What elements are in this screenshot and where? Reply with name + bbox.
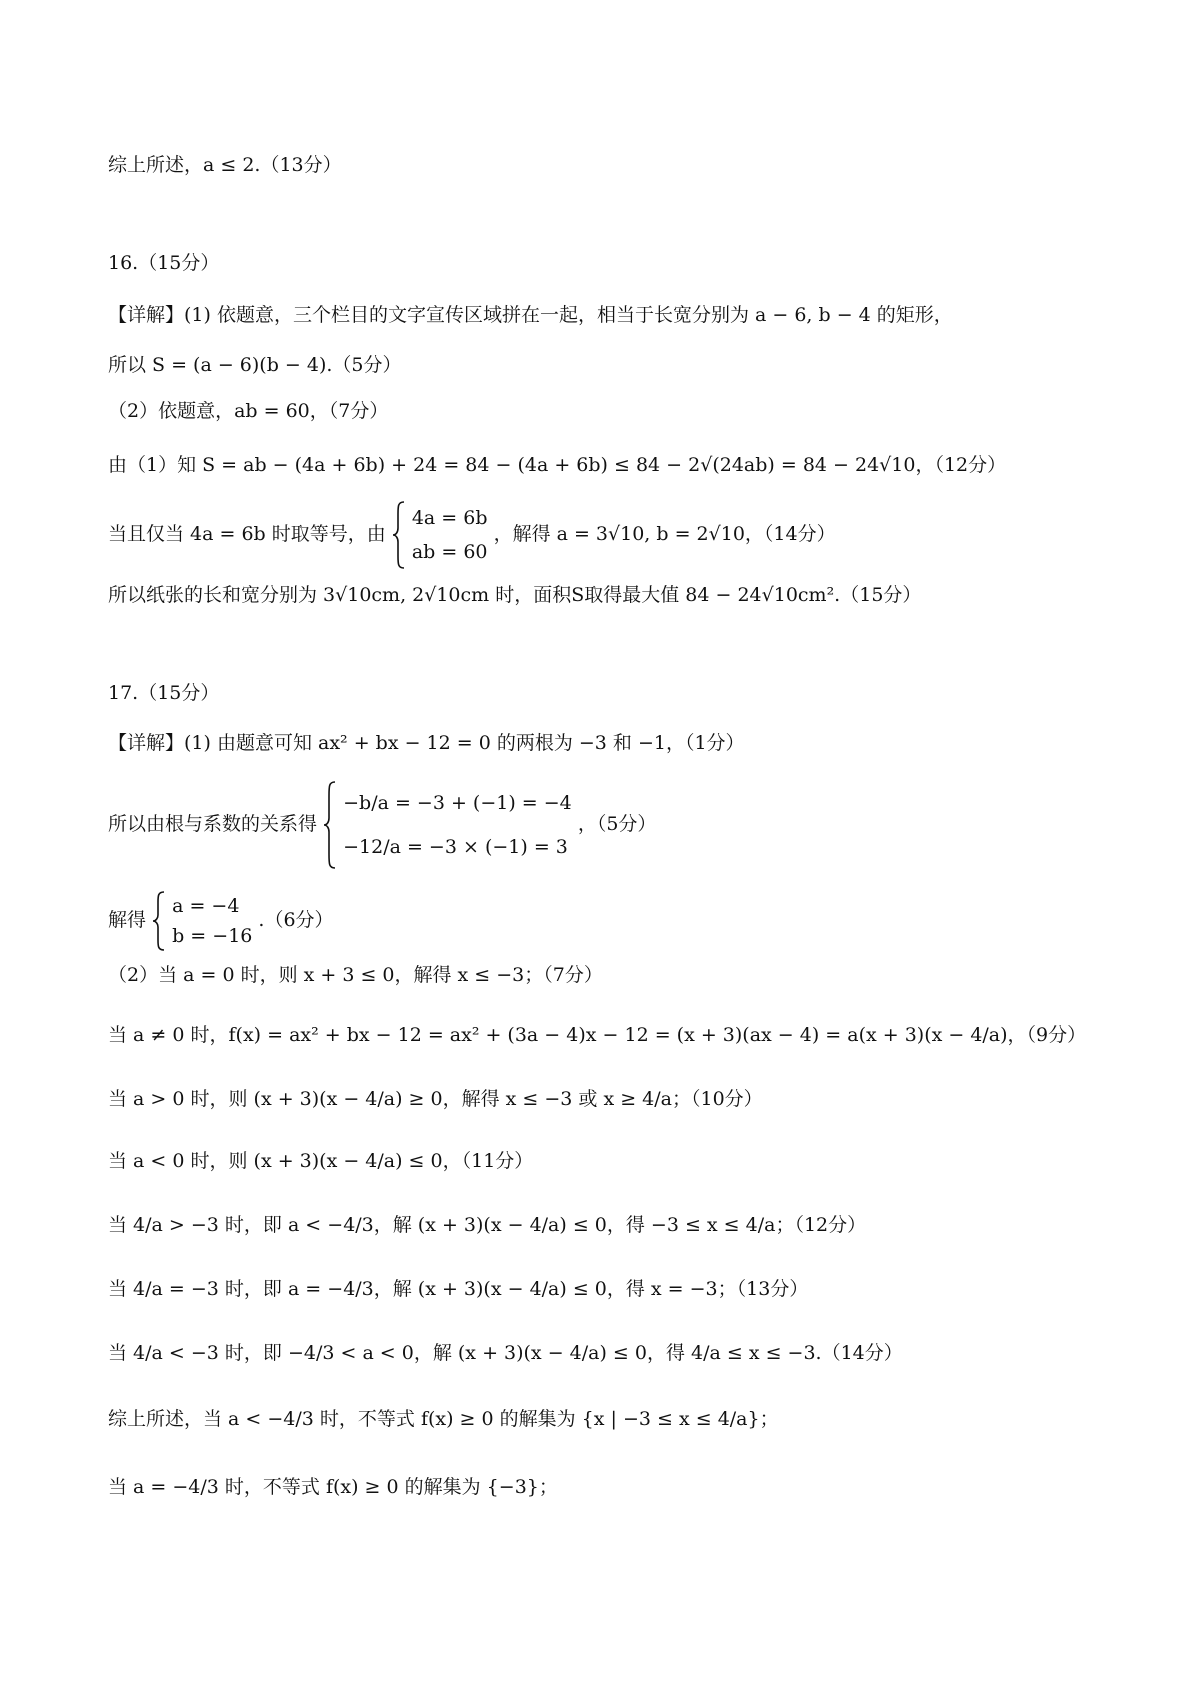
left-brace-icon [392, 500, 406, 570]
system-row: b = −16 [172, 925, 253, 947]
system-row: ab = 60 [411, 541, 488, 563]
left-brace-icon [152, 890, 166, 952]
system-prefix: 当且仅当 4a = 6b 时取等号，由 [108, 523, 386, 545]
system-rows [412, 501, 488, 569]
equation-system-17-vieta [108, 780, 656, 870]
system-suffix: ，（5分） [577, 813, 657, 835]
system-suffix: ，解得 a = 3√10, b = 2√10，（14分） [493, 523, 836, 545]
text-line-17-8: 当 4/a > −3 时，即 a < −4/3，解 (x + 3)(x − 4/a) ≤ 0，得 −3 ≤ x ≤ 4/a；（12分） [108, 1214, 867, 1236]
text-line-16-6: 所以纸张的长和宽分别为 3√10cm, 2√10cm 时，面积S取得最大值 84 − 24√10cm².（15分） [108, 584, 922, 606]
system-rows [343, 781, 572, 869]
text-line-17-4: （2）当 a = 0 时，则 x + 3 ≤ 0，解得 x ≤ −3；（7分） [108, 964, 603, 986]
equation-system-17-solution [108, 890, 334, 952]
text-line-16-3: （2）依题意，ab = 60，（7分） [108, 400, 389, 422]
problem-17-header: 17.（15分） [108, 682, 220, 704]
text-line-16-2: 所以 S = (a − 6)(b − 4).（5分） [108, 354, 402, 376]
text-line-17-1: 【详解】(1) 由题意可知 ax² + bx − 12 = 0 的两根为 −3 和 −1，（1分） [108, 732, 745, 754]
left-brace-icon [323, 780, 337, 870]
text-line-17-7: 当 a < 0 时，则 (x + 3)(x − 4/a) ≤ 0，（11分） [108, 1150, 534, 1172]
text-line-17-11: 综上所述，当 a < −4/3 时，不等式 f(x) ≥ 0 的解集为 {x | −3 ≤ x ≤ 4/a}； [108, 1408, 779, 1430]
text-line-summary-15: 综上所述，a ≤ 2.（13分） [108, 154, 342, 176]
system-prefix: 所以由根与系数的关系得 [108, 813, 318, 835]
text-line-17-6: 当 a > 0 时，则 (x + 3)(x − 4/a) ≥ 0，解得 x ≤ −3 或 x ≥ 4/a；（10分） [108, 1088, 763, 1110]
system-rows [172, 891, 252, 951]
system-row: −b/a = −3 + (−1) = −4 [343, 792, 572, 814]
system-prefix: 解得 [108, 909, 147, 931]
text-line-17-9: 当 4/a = −3 时，即 a = −4/3，解 (x + 3)(x − 4/a) ≤ 0，得 x = −3；（13分） [108, 1278, 809, 1300]
text-line-17-10: 当 4/a < −3 时，即 −4/3 < a < 0，解 (x + 3)(x − 4/a) ≤ 0，得 4/a ≤ x ≤ −3.（14分） [108, 1342, 903, 1364]
text-line-16-4: 由（1）知 S = ab − (4a + 6b) + 24 = 84 − (4a + 6b) ≤ 84 − 2√(24ab) = 84 − 24√10，（12分） [108, 454, 1007, 476]
text-line-17-12: 当 a = −4/3 时，不等式 f(x) ≥ 0 的解集为 {−3}； [108, 1476, 558, 1498]
system-suffix: .（6分） [258, 909, 334, 931]
system-row: 4a = 6b [411, 507, 488, 529]
text-line-16-1: 【详解】(1) 依题意，三个栏目的文字宣传区域拼在一起，相当于长宽分别为 a − 6, b − 4 的矩形， [108, 304, 953, 326]
system-row: a = −4 [172, 895, 240, 917]
equation-system-16 [108, 500, 836, 570]
system-row: −12/a = −3 × (−1) = 3 [343, 836, 568, 858]
text-line-17-5: 当 a ≠ 0 时，f(x) = ax² + bx − 12 = ax² + (3a − 4)x − 12 = (x + 3)(ax − 4) = a(x + 3)(x − 4/a)，（9分） [108, 1024, 1087, 1046]
problem-16-header: 16.（15分） [108, 252, 220, 274]
